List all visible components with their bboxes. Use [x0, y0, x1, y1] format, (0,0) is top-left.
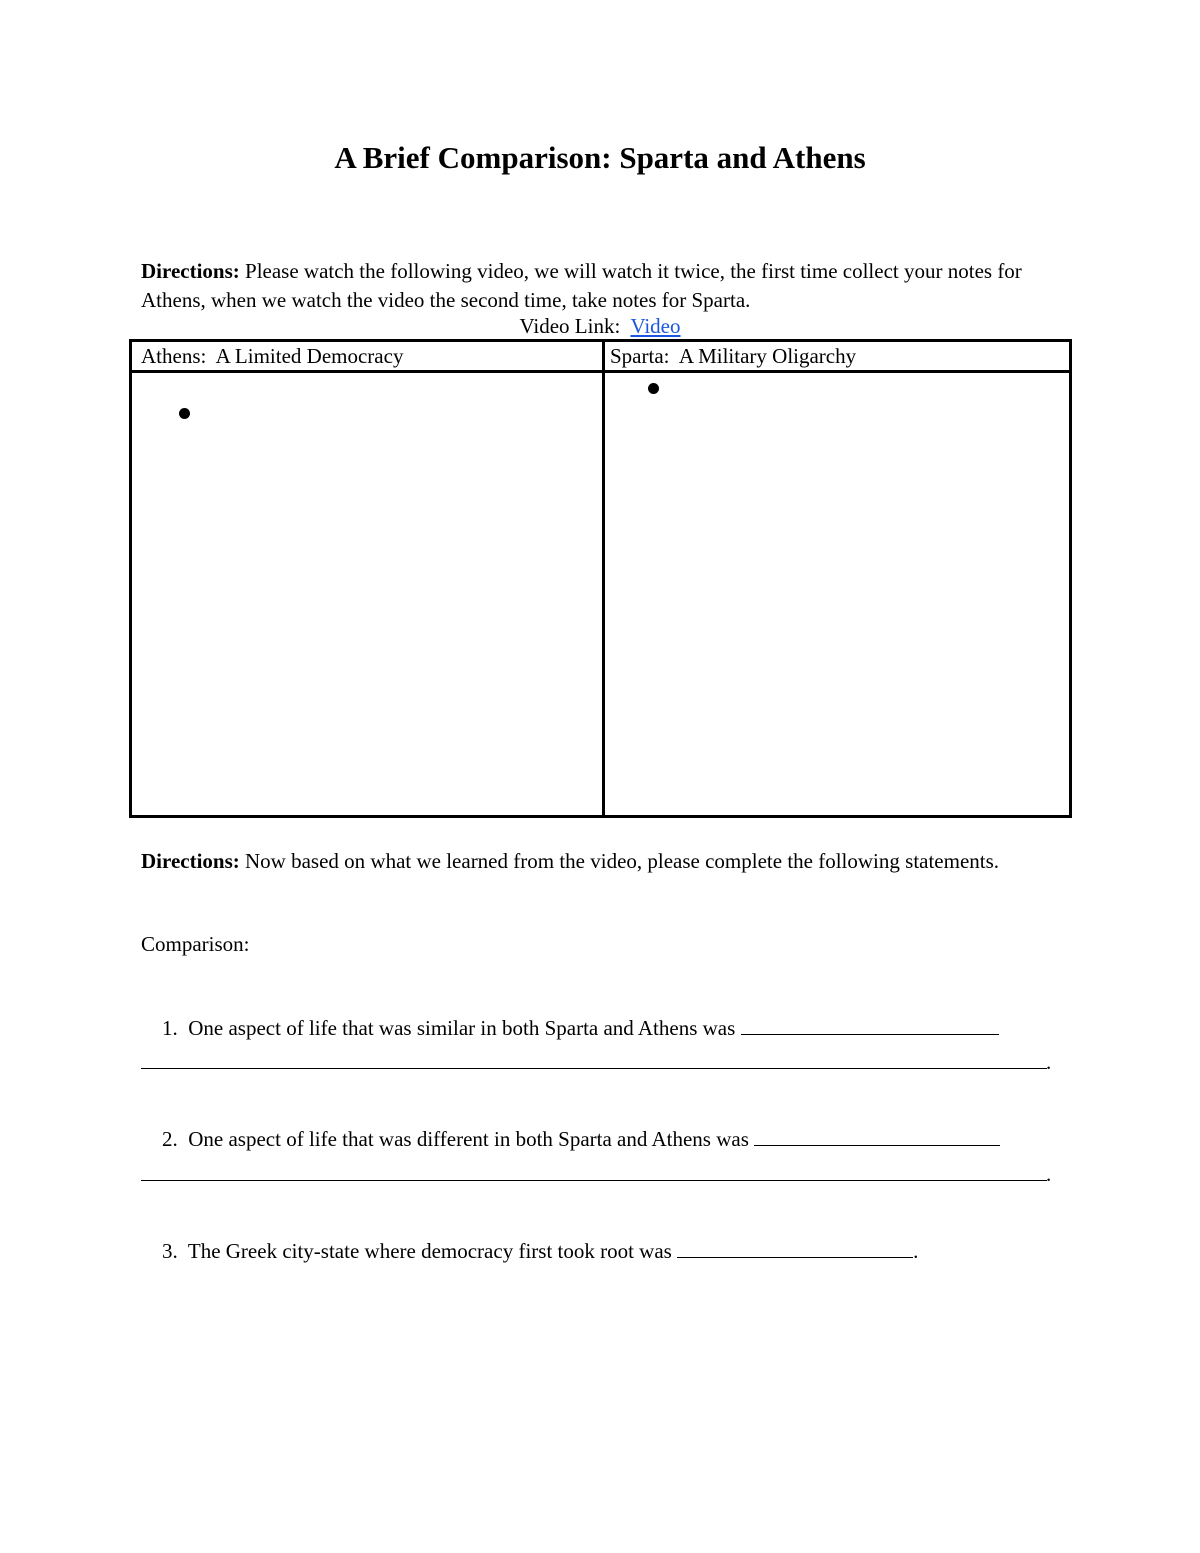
athens-notes-area[interactable] — [135, 376, 599, 814]
directions-text-2: Now based on what we learned from the video, please complete the following statements. — [239, 849, 1000, 873]
notes-table — [129, 339, 1072, 818]
video-link-line — [0, 312, 1200, 341]
question-2-text: 2. One aspect of life that was different in both Sparta and Athens was — [162, 1127, 755, 1151]
comparison-label: Comparison: — [141, 932, 250, 956]
question-3-text: 3. The Greek city-state where democracy first took root was — [162, 1239, 678, 1263]
directions-label-1: Directions: — [141, 259, 240, 283]
question-1-text: 1. One aspect of life that was similar in both Sparta and Athens was — [162, 1016, 741, 1040]
question-3-blank[interactable] — [677, 1237, 913, 1258]
sparta-notes-area[interactable] — [608, 376, 1068, 814]
directions-text-1: Please watch the following video, we will watch it twice, the first time collect your notes for Athens, when we watch the video the second time, take notes for Sparta. — [141, 259, 1022, 312]
question-3 — [141, 1209, 918, 1293]
video-link-prefix: Video Link: — [519, 314, 631, 338]
directions-paragraph-1 — [141, 257, 1066, 314]
directions-label-2: Directions: — [141, 849, 240, 873]
question-2-period: . — [1046, 1162, 1052, 1186]
question-2-blank[interactable] — [754, 1125, 1000, 1146]
question-1 — [141, 986, 999, 1070]
directions-paragraph-2 — [141, 847, 1066, 876]
question-3-period: . — [913, 1239, 919, 1263]
sparta-column-header: Sparta: A Military Oligarchy — [610, 344, 857, 368]
question-1-blank[interactable] — [741, 1014, 999, 1035]
question-2-blank-line-2[interactable] — [141, 1180, 1047, 1181]
video-link[interactable]: Video — [630, 314, 681, 338]
table-column-divider — [602, 342, 605, 815]
page-title: A Brief Comparison: Sparta and Athens — [334, 140, 866, 175]
athens-column-header: Athens: A Limited Democracy — [141, 344, 404, 368]
question-1-blank-line-2[interactable] — [141, 1068, 1047, 1069]
question-1-period: . — [1046, 1050, 1052, 1074]
table-header-divider — [132, 370, 1069, 373]
question-2 — [141, 1097, 1000, 1181]
